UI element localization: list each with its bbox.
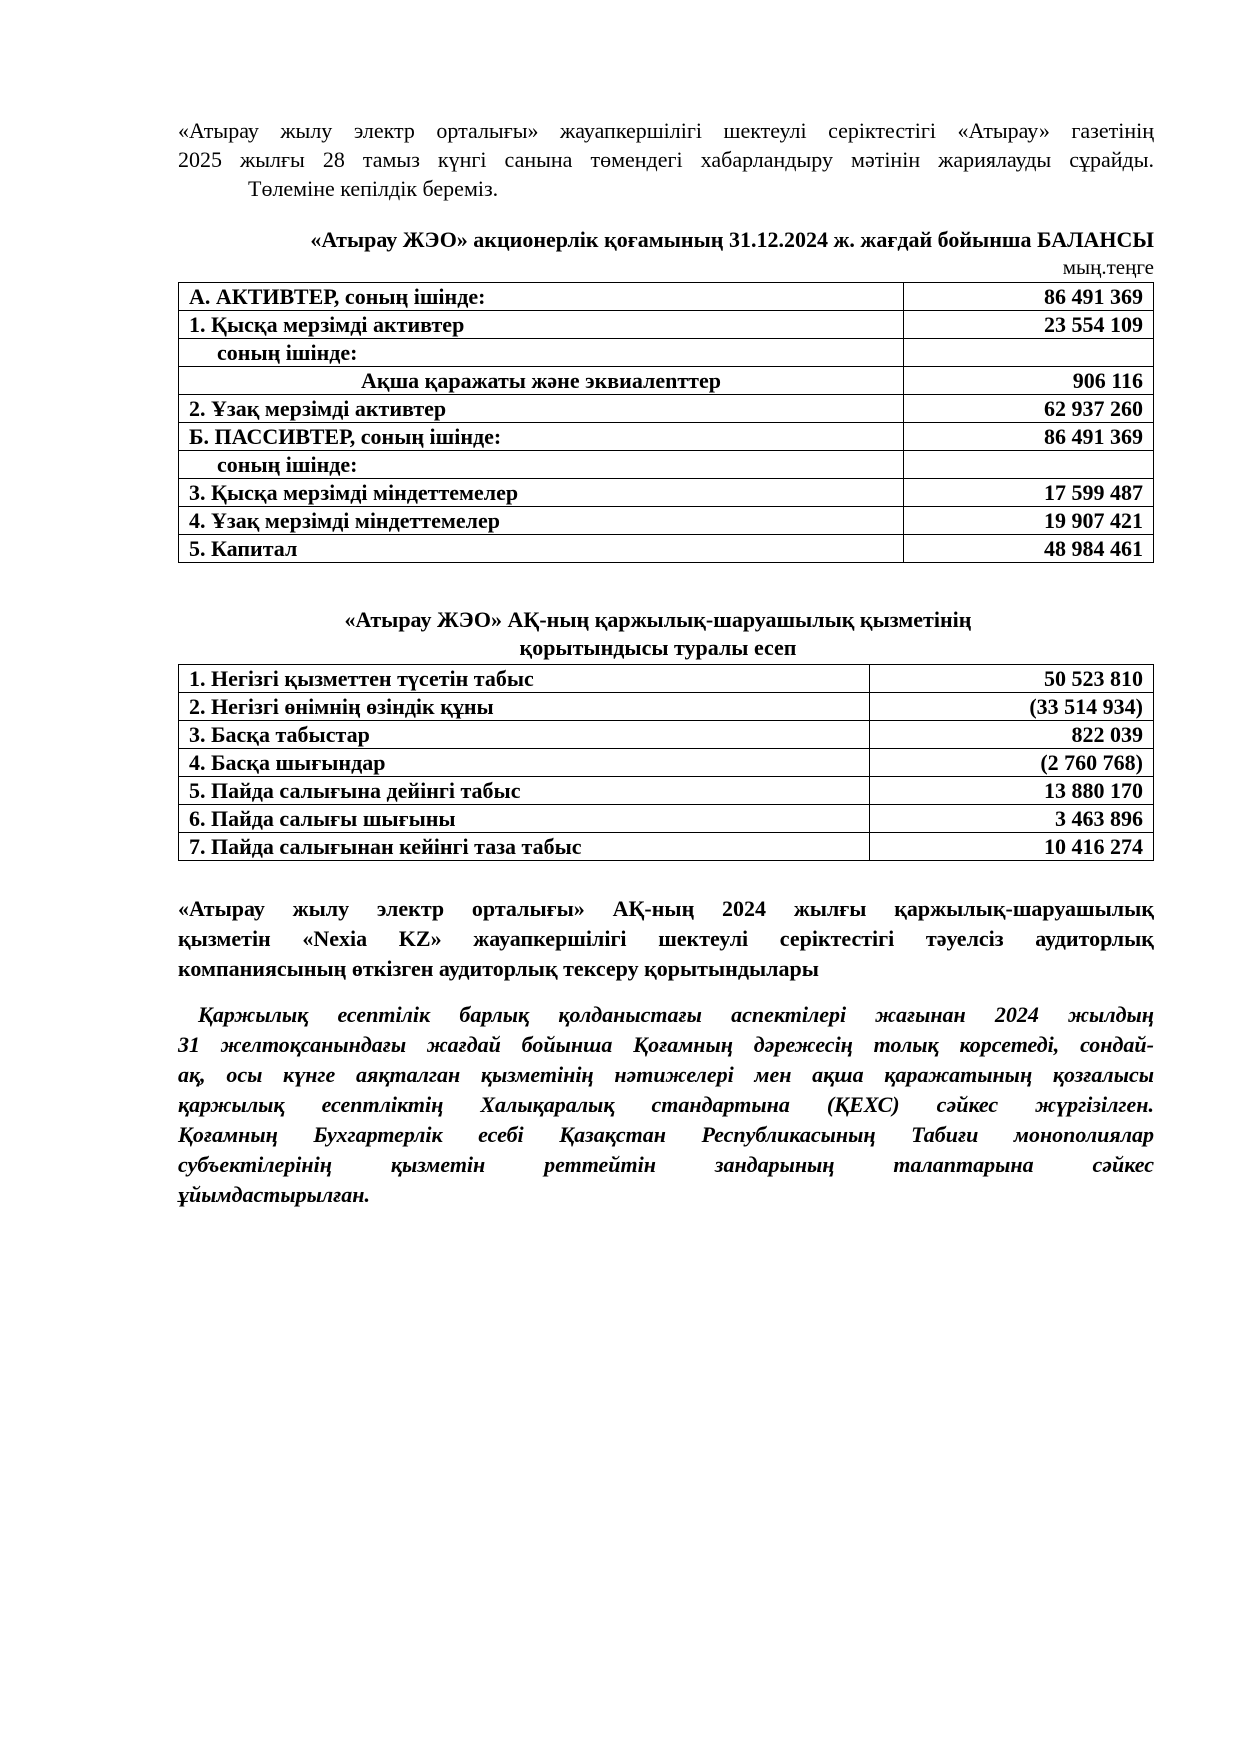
row-label: 4. Ұзақ мерзімді міндеттемелер — [179, 507, 904, 535]
audit-line: «Атырау жылу электр орталығы» АҚ-ның 2024 жылғы қаржылық-шаруашылық — [178, 896, 1154, 921]
table-row — [179, 451, 1154, 479]
row-value: 17 599 487 — [904, 479, 1154, 507]
table-row — [179, 535, 1154, 563]
intro-paragraph — [178, 116, 1154, 203]
income-title-line: қорытындысы туралы есеп — [519, 635, 797, 660]
row-label: 5. Капитал — [179, 535, 904, 563]
intro-line: «Атырау жылу электр орталығы» жауапкершілігі шектеулі серіктестігі «Атырау» газетінің — [178, 118, 1154, 143]
row-value — [904, 451, 1154, 479]
row-label: 7. Пайда салығынан кейінгі таза табыс — [179, 833, 870, 861]
row-label: А. АКТИВТЕР, соның ішінде: — [179, 283, 904, 311]
row-value: 48 984 461 — [904, 535, 1154, 563]
table-row — [179, 805, 1154, 833]
row-label: 3. Басқа табыстар — [179, 721, 870, 749]
table-row — [179, 395, 1154, 423]
row-value: 10 416 274 — [870, 833, 1154, 861]
opinion-line: ақ, осы күнге аяқталган қызметінің нәтижелері мен ақша қаражатының қозғалысы — [178, 1062, 1154, 1087]
row-label: соның ішінде: — [179, 339, 904, 367]
table-row — [179, 833, 1154, 861]
table-row — [179, 507, 1154, 535]
table-row — [179, 339, 1154, 367]
row-label: 1. Қысқа мерзімді активтер — [179, 311, 904, 339]
opinion-line: Қоғамның Бухгартерлік есебі Қазақстан Республикасының Табиғи монополиялар — [178, 1122, 1154, 1147]
audit-line: қызметін «Nexia KZ» жауапкершілігі шектеулі серіктестігі тәуелсіз аудиторлық — [178, 926, 1154, 951]
row-value: 906 116 — [904, 367, 1154, 395]
row-label: 2. Ұзақ мерзімді активтер — [179, 395, 904, 423]
table-row — [179, 665, 1154, 693]
row-value: 86 491 369 — [904, 423, 1154, 451]
intro-line: 2025 жылғы 28 тамыз күнгі санына төмендегі хабарландыру мәтінін жариялауды сұрайды. — [178, 147, 1154, 172]
row-label: соның ішінде: — [179, 451, 904, 479]
row-label: 2. Негізгі өнімнің өзіндік құны — [179, 693, 870, 721]
row-label: 1. Негізгі қызметтен түсетін табыс — [179, 665, 870, 693]
balance-title: «Атырау ЖЭО» акционерлік қоғамының 31.12.2024 ж. жағдай бойынша БАЛАНСЫ — [310, 227, 1154, 252]
table-row — [179, 693, 1154, 721]
row-label: Б. ПАССИВТЕР, соның ішінде: — [179, 423, 904, 451]
audit-opinion — [178, 1000, 1154, 1210]
row-label: 3. Қысқа мерзімді міндеттемелер — [179, 479, 904, 507]
table-row — [179, 283, 1154, 311]
balance-unit: мың.теңге — [1062, 255, 1154, 279]
table-row — [179, 311, 1154, 339]
row-label: 4. Басқа шығындар — [179, 749, 870, 777]
row-value: (2 760 768) — [870, 749, 1154, 777]
table-row — [179, 479, 1154, 507]
row-label: Ақша қаражаты және эквиалenттер — [179, 367, 904, 395]
opinion-line: ұйымдастырылған. — [178, 1182, 371, 1207]
table-row — [179, 749, 1154, 777]
audit-line: компаниясының өткізген аудиторлық тексеру қорытындылары — [178, 956, 819, 981]
table-row — [179, 777, 1154, 805]
row-value: 13 880 170 — [870, 777, 1154, 805]
row-label: 5. Пайда салығына дейінгі табыс — [179, 777, 870, 805]
table-row — [179, 423, 1154, 451]
row-value — [904, 339, 1154, 367]
row-value: 50 523 810 — [870, 665, 1154, 693]
audit-heading — [178, 894, 1154, 984]
row-value: 23 554 109 — [904, 311, 1154, 339]
table-row — [179, 367, 1154, 395]
row-value: (33 514 934) — [870, 693, 1154, 721]
row-value: 19 907 421 — [904, 507, 1154, 535]
row-value: 86 491 369 — [904, 283, 1154, 311]
row-value: 822 039 — [870, 721, 1154, 749]
income-title — [178, 606, 1138, 662]
opinion-line: субъектілерінің қызметін реттейтін зандарының талаптарына сәйкес — [178, 1152, 1154, 1177]
opinion-line: қаржылық есептліктің Халықаралық стандартына (ҚЕХС) сәйкес жүргізілген. — [178, 1092, 1154, 1117]
row-value: 62 937 260 — [904, 395, 1154, 423]
intro-line: Төлеміне кепілдік береміз. — [248, 176, 499, 201]
table-row — [179, 721, 1154, 749]
opinion-line: Қаржылық есептілік барлық қолданыстағы аспектілері жағынан 2024 жылдың — [198, 1002, 1154, 1027]
income-title-line: «Атырау ЖЭО» АҚ-ның қаржылық-шаруашылық қызметінің — [344, 607, 972, 632]
row-label: 6. Пайда салығы шығыны — [179, 805, 870, 833]
income-table — [178, 664, 1154, 861]
opinion-line: 31 желтоқсанындағы жағдай бойынша Қоғамның дәрежесің толық корсетеді, сондай- — [178, 1032, 1154, 1057]
row-value: 3 463 896 — [870, 805, 1154, 833]
balance-table — [178, 282, 1154, 563]
